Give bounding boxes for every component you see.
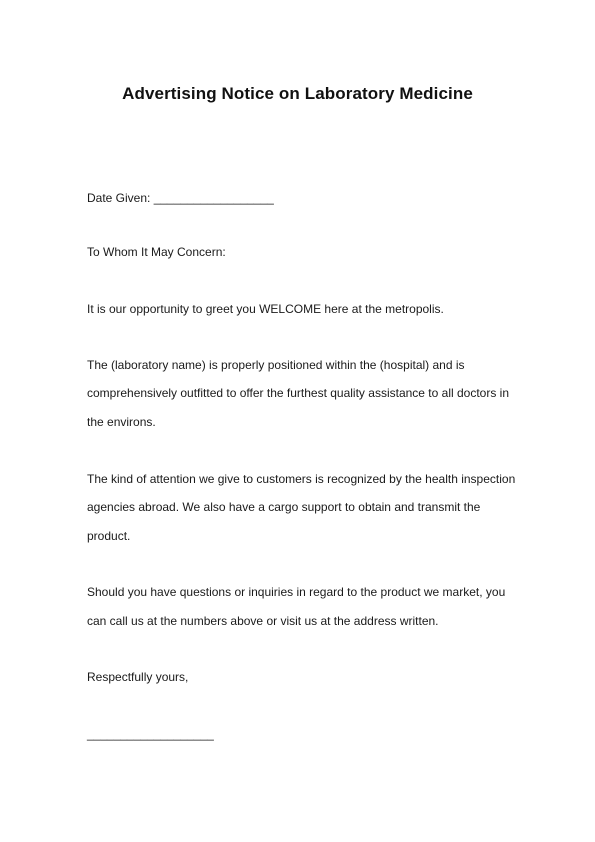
paragraph-attention-line-2: agencies abroad. We also have a cargo support to obtain and transmit the xyxy=(87,500,481,514)
paragraph-questions-line-2: can call us at the numbers above or visit us at the address written. xyxy=(87,614,439,628)
salutation: To Whom It May Concern: xyxy=(87,245,226,259)
paragraph-attention-line-1: The kind of attention we give to customers is recognized by the health inspection xyxy=(87,472,516,486)
document-title: Advertising Notice on Laboratory Medicine xyxy=(122,84,473,103)
paragraph-lab-line-3: the environs. xyxy=(87,415,156,429)
paragraph-questions-line-1: Should you have questions or inquiries in regard to the product we market, you xyxy=(87,585,506,599)
closing: Respectfully yours, xyxy=(87,670,189,684)
paragraph-attention-line-3: product. xyxy=(87,529,131,543)
date-line: Date Given: __________________ xyxy=(87,191,274,205)
paragraph-greeting: It is our opportunity to greet you WELCOME here at the metropolis. xyxy=(87,302,444,316)
signature-line: ___________________ xyxy=(87,727,214,741)
paragraph-lab-line-1: The (laboratory name) is properly positioned within the (hospital) and is xyxy=(87,358,465,372)
paragraph-lab-line-2: comprehensively outfitted to offer the furthest quality assistance to all doctors in xyxy=(87,386,510,400)
